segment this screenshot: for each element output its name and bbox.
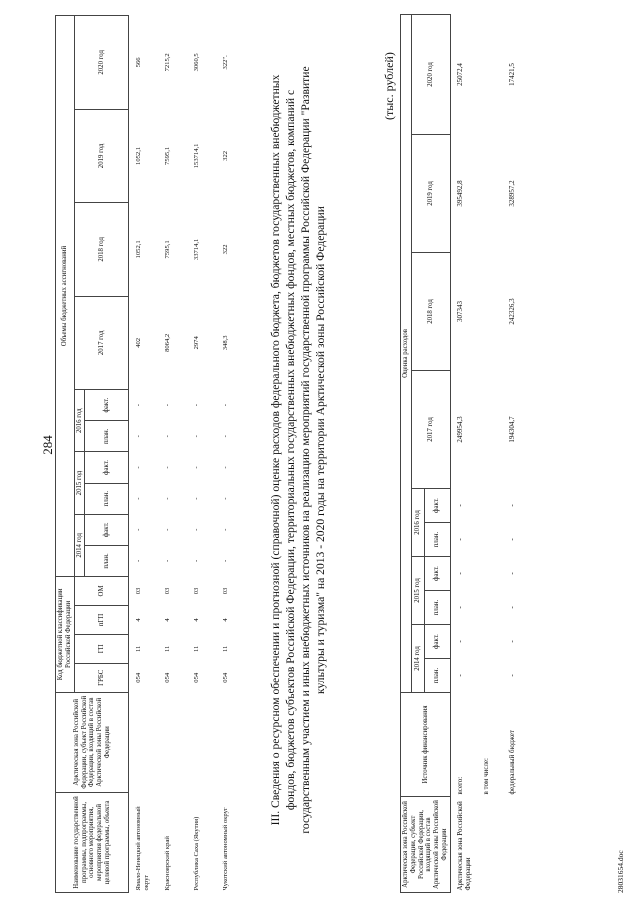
th-pgp: пГП bbox=[74, 605, 129, 634]
cell: - bbox=[164, 466, 172, 469]
page-number: 284 bbox=[40, 435, 55, 455]
cell: 054 bbox=[135, 672, 143, 683]
cell: - bbox=[455, 538, 464, 541]
cell: 03 bbox=[193, 587, 201, 595]
cell: 11 bbox=[164, 645, 172, 653]
section-heading: III. Сведения о ресурсном обеспечении и прогнозной (справочной) оценке расходов федерального бюджета, бюджетов государственных внебюджетных фондов, бюджетов субъектов Российской Федерации, территориальных государственных внебюджетных фондов, местных бюджетов, компаний с государственным участием и иных внебюджетных источников на реализацию мероприятий государственной программы Российской Федерации "Развитие культуры и туризма" на 2013 - 2020 годы на территории Арктической зоны Российской Федерации bbox=[269, 66, 328, 834]
cell: 328957,2 bbox=[507, 180, 516, 207]
th-zone: Арктическая зона Российской Федерации, субъект Российской Федерации, входящий в состав Арктической зоны Российской Федерации bbox=[56, 692, 129, 792]
cell bbox=[477, 523, 503, 557]
cell: - bbox=[164, 528, 172, 531]
th-2015-plan: план. bbox=[424, 591, 450, 625]
cell: - bbox=[222, 404, 230, 407]
budget-allocations-table bbox=[55, 15, 245, 893]
cell: 348,3 bbox=[222, 335, 230, 351]
table-row bbox=[158, 16, 187, 893]
th-2015-fact: факт. bbox=[85, 452, 129, 483]
cell: - bbox=[135, 466, 143, 469]
row-name: Ямало-Ненецкий автономный округ bbox=[135, 806, 151, 891]
cell: 4 bbox=[164, 618, 172, 622]
cell: - bbox=[193, 559, 201, 563]
cell: 322". bbox=[222, 55, 230, 70]
cell: - bbox=[222, 497, 230, 500]
th-2015-fact: факт. bbox=[424, 557, 450, 591]
cell: - bbox=[164, 435, 172, 438]
cell: 566 bbox=[135, 57, 143, 68]
cell: - bbox=[507, 572, 516, 575]
th-om: ОМ bbox=[74, 577, 129, 606]
th-2018: 2018 год bbox=[74, 203, 129, 296]
table-row bbox=[503, 14, 529, 892]
row-zone: Арктическая зона Российской Федерации bbox=[455, 801, 472, 891]
row-name: Чукотский автономный округ bbox=[222, 807, 230, 891]
cell: - bbox=[455, 572, 464, 575]
cell: 7595,1 bbox=[164, 146, 172, 165]
cell: 17421,5 bbox=[507, 63, 516, 86]
th-2016: 2016 год bbox=[411, 489, 424, 557]
row-source: федеральный бюджет bbox=[507, 730, 516, 795]
cell bbox=[477, 135, 503, 253]
row-zone bbox=[158, 692, 187, 792]
table-row bbox=[477, 14, 503, 892]
cell: 4 bbox=[193, 618, 201, 622]
cell: - bbox=[193, 497, 201, 500]
table-row bbox=[450, 14, 477, 892]
cell: 054 bbox=[164, 672, 172, 683]
cell: 4 bbox=[222, 618, 230, 622]
units-label: (тыс. рублей) bbox=[382, 52, 396, 120]
cell: - bbox=[222, 435, 230, 438]
th-2017: 2017 год bbox=[74, 296, 129, 389]
row-name: Республика Саха (Якутия) bbox=[193, 816, 201, 891]
footer-doc-code: 28031654.doc bbox=[616, 850, 625, 893]
cell: - bbox=[135, 404, 143, 407]
row-zone bbox=[503, 797, 529, 893]
cell: 03 bbox=[135, 587, 143, 595]
th-2020: 2020 год bbox=[74, 16, 129, 110]
cell: - bbox=[164, 404, 172, 407]
cell: 4 bbox=[135, 618, 143, 622]
cell: 25072,4 bbox=[455, 63, 464, 86]
cell: - bbox=[135, 528, 143, 531]
cell: - bbox=[135, 435, 143, 438]
cell: - bbox=[135, 497, 143, 500]
cell: 03 bbox=[164, 587, 172, 595]
cell bbox=[477, 14, 503, 134]
cell: - bbox=[455, 606, 464, 609]
cell: 11 bbox=[222, 645, 230, 653]
row-zone bbox=[187, 692, 216, 792]
cell: - bbox=[507, 504, 516, 507]
th-2016: 2016 год bbox=[74, 390, 85, 452]
cell: - bbox=[507, 606, 516, 609]
th-2020: 2020 год bbox=[411, 14, 450, 134]
cell: 03 bbox=[222, 587, 230, 595]
cell: - bbox=[164, 559, 172, 563]
cell: 2974 bbox=[193, 336, 201, 350]
cell: 33714,1 bbox=[193, 238, 201, 261]
th-2014-plan: план. bbox=[85, 545, 129, 576]
th-2016-plan: план. bbox=[424, 523, 450, 557]
cell: 054 bbox=[222, 672, 230, 683]
cell: 242326,3 bbox=[507, 298, 516, 325]
cell: 054 bbox=[193, 672, 201, 683]
th-2016-fact: факт. bbox=[85, 390, 129, 421]
cell: - bbox=[507, 538, 516, 541]
th-2018: 2018 год bbox=[411, 253, 450, 371]
cell: - bbox=[193, 528, 201, 531]
cell bbox=[477, 557, 503, 591]
th-2019: 2019 год bbox=[411, 135, 450, 253]
table-row bbox=[187, 16, 216, 893]
th-budget-code: Код бюджетной классификации Российской Федерации bbox=[56, 577, 75, 693]
th-2015: 2015 год bbox=[411, 557, 424, 625]
cell: 322 bbox=[222, 150, 230, 161]
row-zone bbox=[129, 692, 159, 792]
row-zone bbox=[477, 797, 503, 893]
th-2017: 2017 год bbox=[411, 371, 450, 489]
th-program: Наименование государственной программы, подпрограммы, основного мероприятия, мероприятия федеральной целевой программы, объекта bbox=[56, 792, 129, 892]
th-2014-plan: план. bbox=[424, 659, 450, 693]
cell: - bbox=[193, 466, 201, 469]
cell: 249954,3 bbox=[455, 416, 464, 443]
cell bbox=[477, 591, 503, 625]
table-row bbox=[129, 16, 159, 893]
cell bbox=[477, 371, 503, 489]
cell: 8064,2 bbox=[164, 333, 172, 352]
cell: - bbox=[222, 559, 230, 563]
cell: 402 bbox=[135, 337, 143, 348]
th-zone: Арктическая зона Российской Федерации, субъект Российской Федерации, входящий в состав Арктической зоны Российской Федерации bbox=[401, 797, 451, 893]
cell: - bbox=[193, 404, 201, 407]
cell: - bbox=[193, 435, 201, 438]
cell: 11 bbox=[135, 645, 143, 653]
cell: 395492,8 bbox=[455, 180, 464, 207]
cell bbox=[477, 253, 503, 371]
cell: 322 bbox=[222, 244, 230, 255]
th-2015: 2015 год bbox=[74, 452, 85, 514]
cell: - bbox=[222, 528, 230, 531]
th-grbs: ГРБС bbox=[74, 663, 129, 692]
th-2015-plan: план. bbox=[85, 483, 129, 514]
th-source: Источник финансирования bbox=[401, 693, 451, 797]
cell: 3060,5 bbox=[193, 53, 201, 72]
cell: - bbox=[455, 504, 464, 507]
cell: 7595,1 bbox=[164, 240, 172, 259]
cell: 307343 bbox=[455, 301, 464, 322]
th-gp: ГП bbox=[74, 634, 129, 663]
th-2014: 2014 год bbox=[74, 514, 85, 576]
cell: 194304,7 bbox=[507, 416, 516, 443]
th-2019: 2019 год bbox=[74, 109, 129, 202]
cell: - bbox=[507, 640, 516, 643]
cell: - bbox=[135, 559, 143, 563]
expense-estimate-table bbox=[400, 14, 529, 893]
cell bbox=[477, 659, 503, 693]
row-name: Красноярский край bbox=[164, 836, 172, 891]
th-2014-fact: факт. bbox=[424, 625, 450, 659]
cell: 153714,1 bbox=[193, 143, 201, 169]
table-row bbox=[216, 16, 245, 893]
cell bbox=[477, 625, 503, 659]
cell: - bbox=[455, 674, 464, 677]
th-2014-fact: факт. bbox=[85, 514, 129, 545]
th-2014: 2014 год bbox=[411, 625, 424, 693]
row-source: всего: bbox=[455, 776, 464, 795]
cell: - bbox=[164, 497, 172, 500]
cell: 11 bbox=[193, 645, 201, 653]
th-volumes: Объемы бюджетных ассигнований bbox=[56, 16, 75, 577]
cell: - bbox=[455, 640, 464, 643]
th-estimate: Оценка расходов bbox=[401, 14, 412, 692]
th-2016-plan: план. bbox=[85, 421, 129, 452]
cell bbox=[477, 489, 503, 523]
row-source: в том числе: bbox=[481, 758, 490, 795]
cell: - bbox=[222, 466, 230, 469]
cell: 7215,2 bbox=[164, 53, 172, 72]
th-2016-fact: факт. bbox=[424, 489, 450, 523]
cell: 1052,1 bbox=[135, 146, 143, 165]
cell: 1052,1 bbox=[135, 240, 143, 259]
cell: - bbox=[507, 674, 516, 677]
row-zone bbox=[216, 692, 245, 792]
